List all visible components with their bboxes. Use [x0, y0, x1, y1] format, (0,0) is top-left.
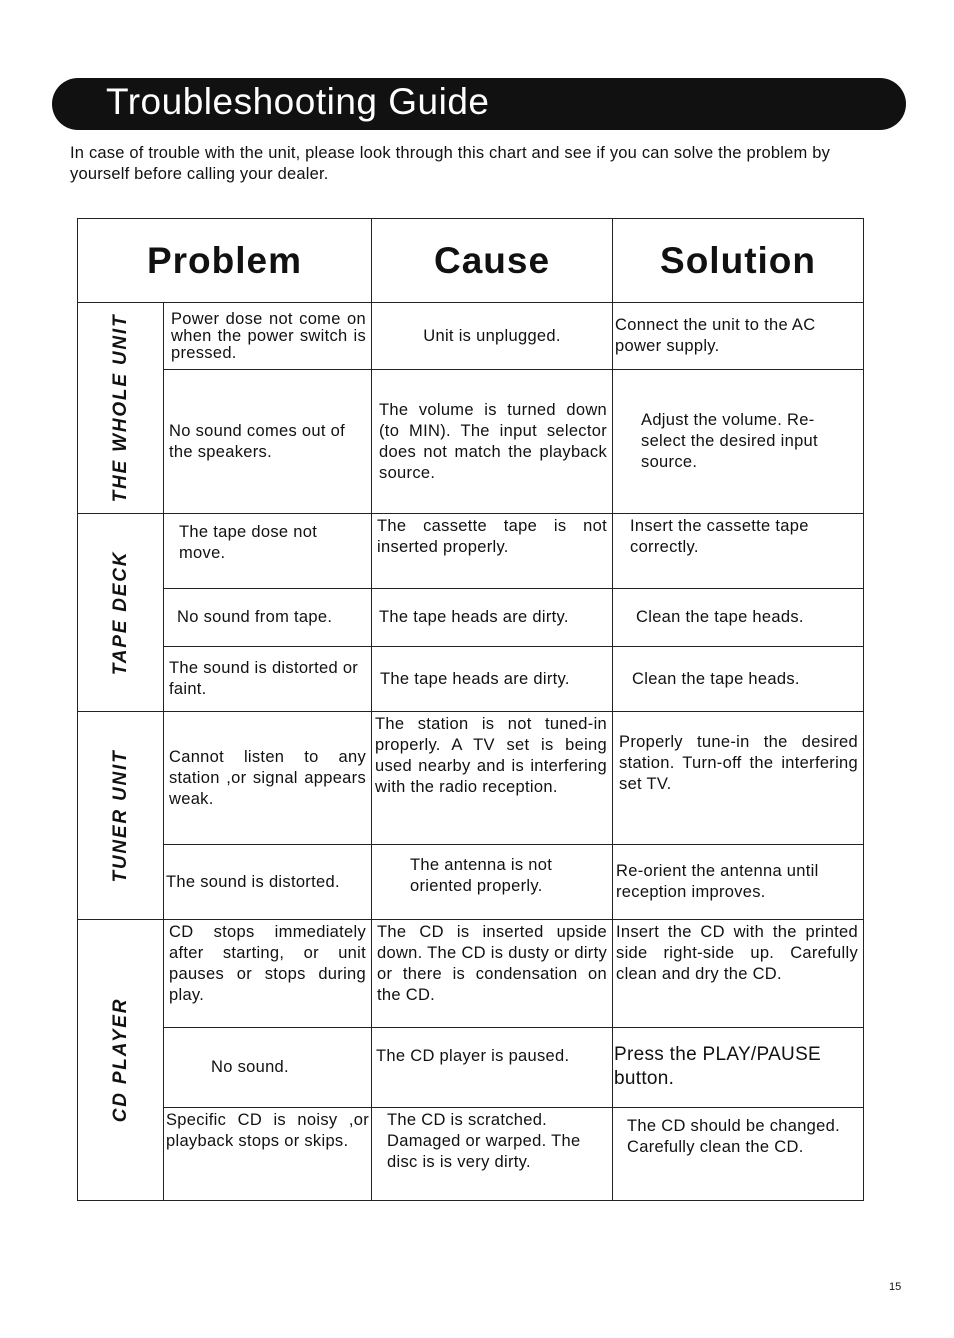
problem-cell: Power dose not come on when the power switch is pressed.: [164, 303, 372, 370]
solution-cell: Properly tune-in the desired station. Turn-off the interfering set TV.: [613, 712, 864, 845]
problem-cell: The sound is distorted or faint.: [164, 647, 372, 712]
header-cause: Cause: [372, 219, 613, 303]
cause-cell: The tape heads are dirty.: [372, 647, 613, 712]
section-name: TUNER UNIT: [109, 748, 131, 883]
table-row: [78, 370, 864, 514]
solution-cell: Connect the unit to the AC power supply.: [613, 303, 864, 370]
intro-text: In case of trouble with the unit, please look through this chart and see if you can solve the problem by yourself before calling your dealer.: [70, 144, 831, 183]
cause-cell: The CD is inserted upside down. The CD is dusty or dirty or there is condensation on the CD.: [372, 920, 613, 1028]
cause-cell: The CD is scratched. Damaged or warped. The disc is is very dirty.: [372, 1108, 613, 1201]
header-problem: Problem: [78, 219, 372, 303]
problem-cell: The tape dose not move.: [164, 514, 372, 589]
troubleshooting-table: [77, 218, 864, 1201]
problem-cell: The sound is distorted.: [164, 845, 372, 920]
table-row: [78, 845, 864, 920]
solution-cell: Insert the CD with the printed side right-side up. Carefully clean and dry the CD.: [613, 920, 864, 1028]
cause-cell: The cassette tape is not inserted properly.: [372, 514, 613, 589]
section-label-tape-deck: [78, 514, 164, 712]
table-row: [78, 589, 864, 647]
header-row: [78, 219, 864, 303]
table-row: [78, 303, 864, 370]
table-row: [78, 647, 864, 712]
section-label-tuner-unit: [78, 712, 164, 920]
solution-cell: Clean the tape heads.: [613, 647, 864, 712]
solution-cell: Insert the cassette tape correctly.: [613, 514, 864, 589]
table-row: [78, 1108, 864, 1201]
cause-cell: The antenna is not oriented properly.: [372, 845, 613, 920]
solution-cell: Adjust the volume. Re-select the desired input source.: [613, 370, 864, 514]
solution-cell: Press the PLAY/PAUSE button.: [613, 1028, 864, 1108]
solution-cell: Re-orient the antenna until reception improves.: [613, 845, 864, 920]
section-name: CD PLAYER: [109, 997, 131, 1123]
problem-cell: No sound.: [164, 1028, 372, 1108]
cause-cell: The station is not tuned-in properly. A TV set is being used nearby and is interfering with the radio reception.: [372, 712, 613, 845]
table-row: [78, 1028, 864, 1108]
cause-cell: The tape heads are dirty.: [372, 589, 613, 647]
table-row: [78, 712, 864, 845]
page-number: 15: [889, 1281, 902, 1293]
table-row: [78, 920, 864, 1028]
solution-cell: Clean the tape heads.: [613, 589, 864, 647]
problem-cell: CD stops immediately after starting, or unit pauses or stops during play.: [164, 920, 372, 1028]
page-title: Troubleshooting Guide: [106, 81, 490, 122]
section-name: TAPE DECK: [109, 550, 131, 675]
cause-cell: The volume is turned down (to MIN). The input selector does not match the playback source.: [372, 370, 613, 514]
problem-cell: Cannot listen to any station ,or signal appears weak.: [164, 712, 372, 845]
solution-cell: The CD should be changed. Carefully clean the CD.: [613, 1108, 864, 1201]
problem-cell: No sound comes out of the speakers.: [164, 370, 372, 514]
title-bar: [52, 78, 906, 130]
section-label-whole-unit: [78, 303, 164, 514]
cause-cell: The CD player is paused.: [372, 1028, 613, 1108]
section-name: THE WHOLE UNIT: [109, 313, 131, 503]
header-solution: Solution: [613, 219, 864, 303]
cause-cell: Unit is unplugged.: [372, 303, 613, 370]
table-row: [78, 514, 864, 589]
problem-cell: No sound from tape.: [164, 589, 372, 647]
problem-cell: Specific CD is noisy ,or playback stops or skips.: [164, 1108, 372, 1201]
section-label-cd-player: [78, 920, 164, 1201]
